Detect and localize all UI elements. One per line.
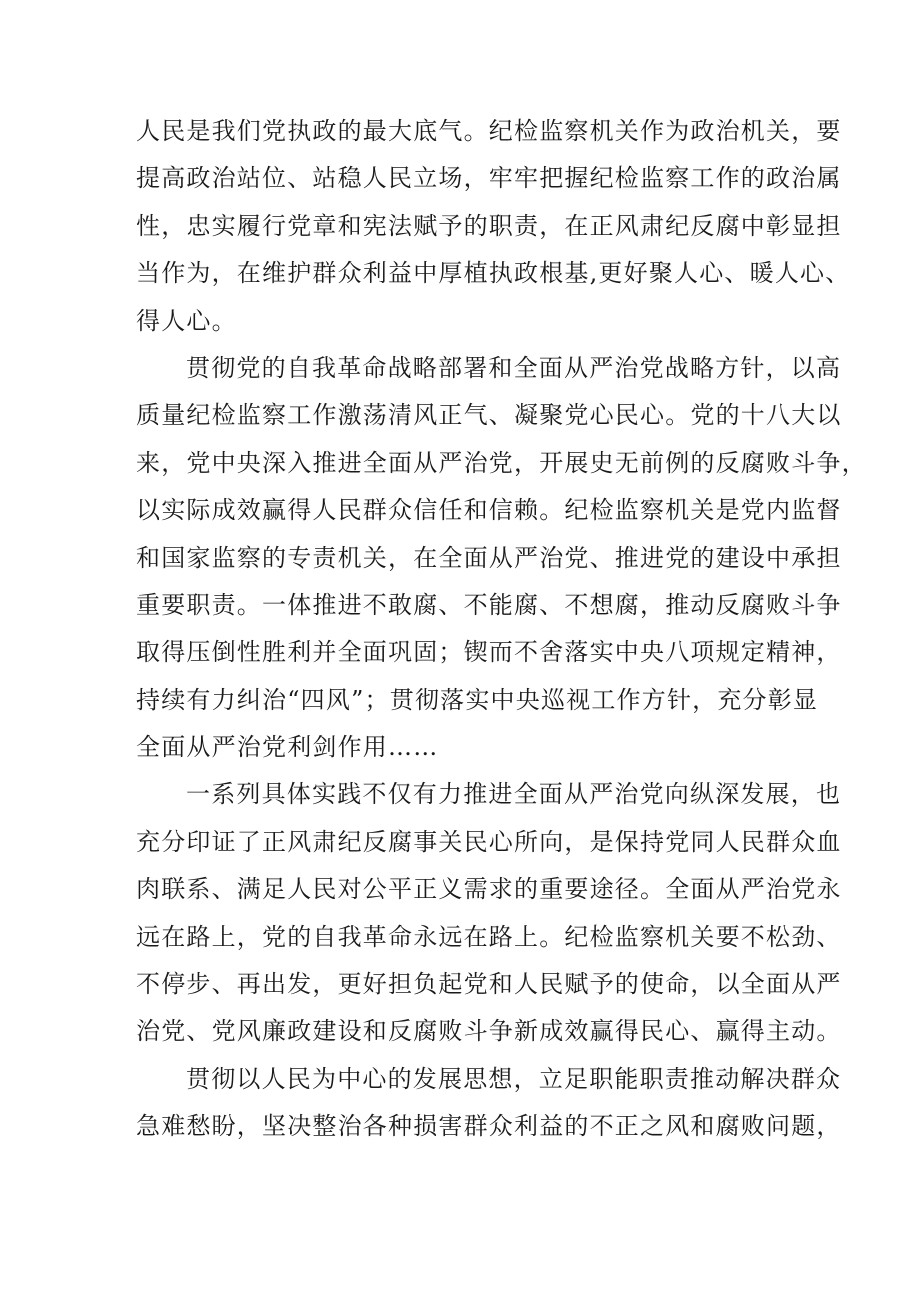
- text-line: 和国家监察的专责机关，在全面从严治党、推进党的建设中承担: [136, 543, 842, 572]
- text-line: 来，党中央深入推进全面从严治党，开展史无前例的反腐败斗争，: [136, 448, 867, 477]
- text-line: 充分印证了正风肃纪反腐事关民心所向，是保持党同人民群众血: [136, 827, 842, 856]
- paragraph: [136, 108, 851, 345]
- paragraph: [136, 1056, 842, 1151]
- text-line: 远在路上，党的自我革命永远在路上。纪检监察机关要不松劲、: [136, 922, 842, 951]
- paragraph: [136, 771, 842, 1055]
- text-line: 当作为，在维护群众利益中厚植执政根基,更好聚人心、暖人心、: [136, 259, 851, 288]
- document-body: [136, 108, 867, 1151]
- text-line: 性，忠实履行党章和宪法赋予的职责，在正风肃纪反腐中彰显担: [136, 211, 842, 240]
- text-line: 治党、党风廉政建设和反腐败斗争新成效赢得民心、赢得主动。: [136, 1017, 842, 1046]
- text-line: 一系列具体实践不仅有力推进全面从严治党向纵深发展，也: [186, 780, 842, 809]
- text-line: 不停步、再出发，更好担负起党和人民赋予的使命，以全面从严: [136, 970, 842, 999]
- text-line: 贯彻以人民为中心的发展思想，立足职能职责推动解决群众: [186, 1064, 842, 1093]
- text-line: 急难愁盼，坚决整治各种损害群众利益的不正之风和腐败问题，: [136, 1112, 842, 1141]
- paragraph: [136, 345, 867, 772]
- text-line: 得人心。: [136, 306, 237, 335]
- text-line: 持续有力纠治“四风”；贯彻落实中央巡视工作方针，充分彰显: [136, 685, 819, 714]
- text-line: 全面从严治党利剑作用……: [136, 733, 439, 762]
- text-line: 提高政治站位、站稳人民立场，牢牢把握纪检监察工作的政治属: [136, 164, 842, 193]
- text-line: 肉联系、满足人民对公平正义需求的重要途径。全面从严治党永: [136, 875, 842, 904]
- text-line: 以实际成效赢得人民群众信任和信赖。纪检监察机关是党内监督: [136, 496, 842, 525]
- text-line: 重要职责。一体推进不敢腐、不能腐、不想腐，推动反腐败斗争: [136, 590, 842, 619]
- text-line: 贯彻党的自我革命战略部署和全面从严治党战略方针，以高: [186, 353, 842, 382]
- text-line: 人民是我们党执政的最大底气。纪检监察机关作为政治机关，要: [136, 117, 842, 145]
- text-line: 取得压倒性胜利并全面巩固；锲而不舍落实中央八项规定精神，: [136, 638, 842, 667]
- text-line: 质量纪检监察工作激荡清风正气、凝聚党心民心。党的十八大以: [136, 401, 842, 430]
